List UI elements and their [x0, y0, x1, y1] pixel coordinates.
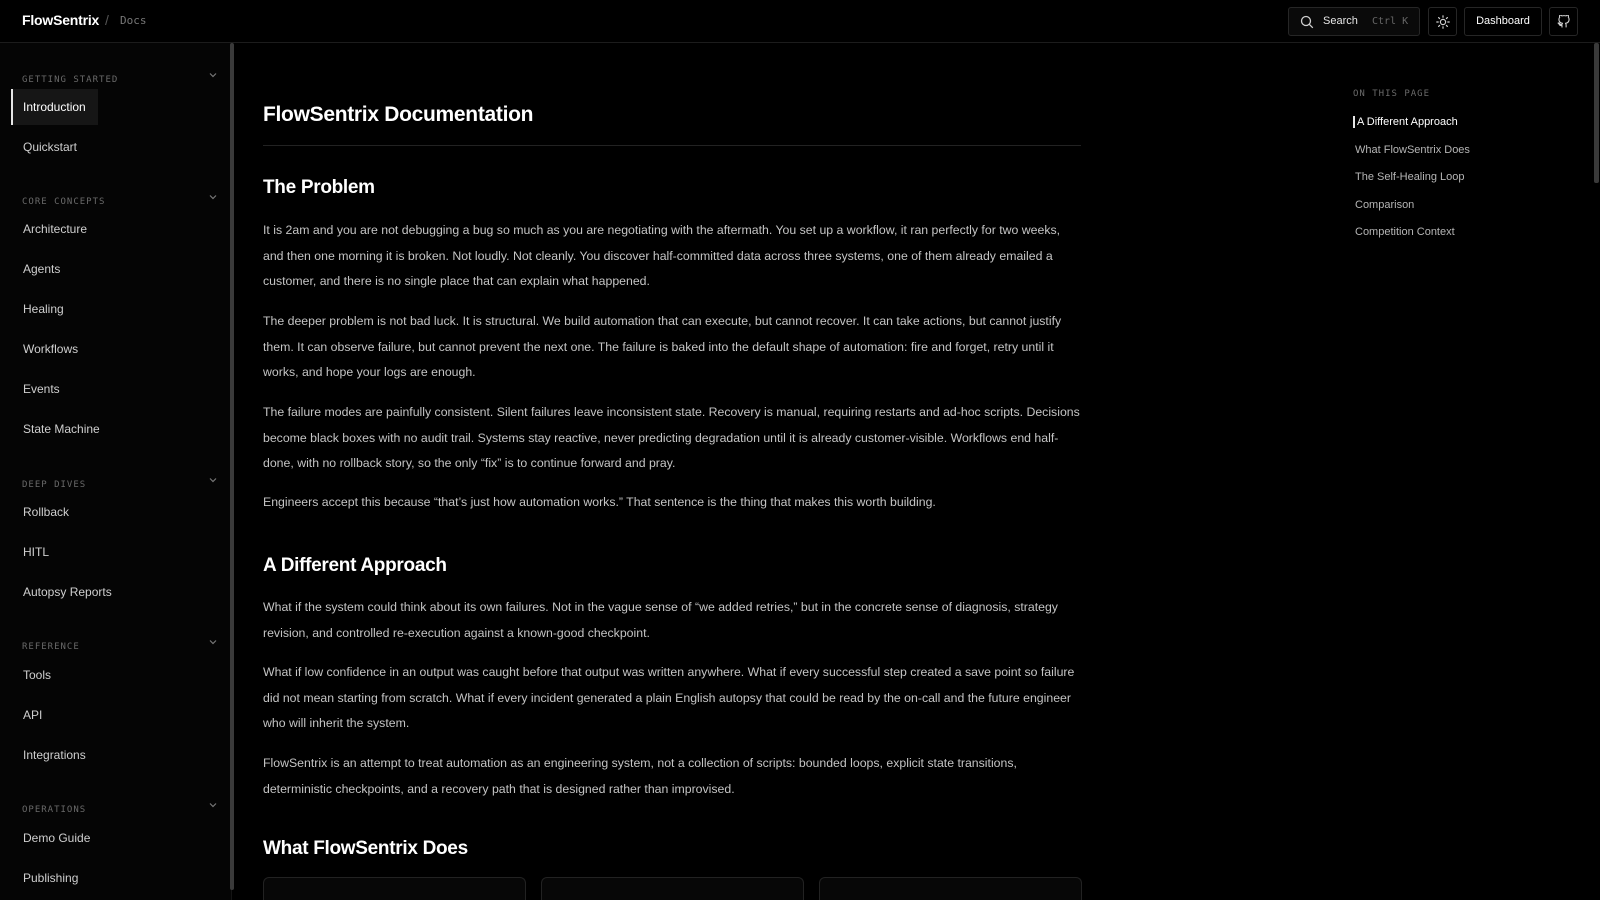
paragraph: It is 2am and you are not debugging a bug so much as you are negotiating with the aftermath. You set up a workflow, it ran perfectly for two weeks, and then one morning it is broken. Not loudly. Not cleanly. You discover half-committed data across three systems, one of them already emailed a customer, and there is no single place that can explain what happened. — [263, 223, 1061, 288]
theme-toggle-button[interactable] — [1428, 7, 1457, 36]
sidebar-section-reference[interactable] — [22, 636, 218, 650]
breadcrumb-separator: / — [105, 12, 109, 28]
feature-card[interactable] — [541, 877, 804, 900]
chevron-down-icon — [208, 800, 218, 810]
sidebar-item-state-machine[interactable]: State Machine — [23, 422, 100, 436]
sidebar-item-publishing[interactable]: Publishing — [23, 871, 79, 885]
feature-card[interactable] — [263, 877, 526, 900]
sidebar-item-hitl[interactable]: HITL — [23, 545, 50, 559]
chevron-down-icon — [208, 192, 218, 202]
sidebar-item-agents[interactable]: Agents — [23, 262, 61, 276]
chevron-down-icon — [208, 70, 218, 80]
toc-item-comparison[interactable]: Comparison — [1355, 199, 1415, 211]
page-title: FlowSentrix Documentation — [263, 103, 534, 126]
sidebar-section-title: REFERENCE — [22, 642, 80, 652]
chevron-down-icon — [208, 637, 218, 647]
feature-card[interactable] — [819, 877, 1082, 900]
page-scrollbar[interactable] — [1594, 43, 1599, 183]
sidebar-section-deep-dives[interactable] — [22, 474, 218, 488]
sidebar-section-title: CORE CONCEPTS — [22, 197, 106, 207]
sidebar-section-getting-started[interactable] — [22, 69, 218, 83]
sidebar-section-title: OPERATIONS — [22, 805, 87, 815]
github-icon — [1557, 15, 1571, 29]
section-heading-the-problem: The Problem — [263, 177, 375, 198]
paragraph: What if the system could think about its own failures. Not in the vague sense of “we added retries,” but in the concrete sense of diagnosis, strategy revision, and controlled re-execution against a known-good checkpoint. — [263, 600, 1058, 640]
section-heading-what-flowsentrix-does: What FlowSentrix Does — [263, 838, 468, 859]
sidebar-section-core-concepts[interactable] — [22, 191, 218, 205]
sidebar — [0, 43, 232, 900]
top-bar — [0, 0, 1600, 43]
sidebar-section-title: DEEP DIVES — [22, 480, 87, 490]
sidebar-item-quickstart[interactable]: Quickstart — [23, 140, 78, 154]
section-heading-a-different-approach: A Different Approach — [263, 555, 447, 576]
breadcrumb-docs[interactable]: Docs — [120, 14, 147, 27]
dashboard-button[interactable]: Dashboard — [1464, 7, 1542, 36]
sidebar-item-integrations[interactable]: Integrations — [23, 748, 86, 762]
toc-item-the-self-healing-loop[interactable]: The Self-Healing Loop — [1355, 171, 1465, 183]
sidebar-item-rollback[interactable]: Rollback — [23, 505, 70, 519]
sidebar-item-workflows[interactable]: Workflows — [23, 342, 79, 356]
search-shortcut: Ctrl K — [1372, 16, 1409, 27]
toc-item-a-different-approach[interactable]: A Different Approach — [1353, 116, 1458, 128]
sidebar-item-architecture[interactable]: Architecture — [23, 222, 88, 236]
toc-item-competition-context[interactable]: Competition Context — [1355, 226, 1455, 238]
sidebar-item-api[interactable]: API — [23, 708, 43, 722]
search-icon — [1300, 15, 1314, 29]
sidebar-section-operations[interactable] — [22, 799, 218, 813]
search-label: Search — [1323, 15, 1358, 27]
sidebar-section-title: GETTING STARTED — [22, 75, 119, 85]
title-divider — [263, 145, 1081, 146]
sidebar-item-autopsy-reports[interactable]: Autopsy Reports — [23, 585, 112, 599]
sidebar-item-healing[interactable]: Healing — [23, 302, 64, 316]
paragraph: Engineers accept this because “that’s just how automation works.” That sentence is the thing that makes this worth building. — [263, 495, 936, 509]
sidebar-item-demo-guide[interactable]: Demo Guide — [23, 831, 91, 845]
sidebar-scrollbar[interactable] — [230, 43, 234, 890]
paragraph: The failure modes are painfully consistent. Silent failures leave inconsistent state. Recovery is manual, requiring restarts and ad-hoc scripts. Decisions become black boxes with no audit trail. Systems stay reactive, never predicting degradation until it is already customer-visible. Workflows end half-done, with no rollback story, so the only “fix” is to continue forward and pray. — [263, 405, 1080, 470]
sun-icon — [1436, 15, 1450, 29]
sidebar-item-tools[interactable]: Tools — [23, 668, 52, 682]
sidebar-item-events[interactable]: Events — [23, 382, 60, 396]
search-button[interactable] — [1288, 7, 1420, 36]
github-button[interactable] — [1549, 7, 1578, 36]
paragraph: What if low confidence in an output was caught before that output was written anywhere. What if every successful step created a save point so failure did not mean starting from scratch. What if every incident generated a plain English autopsy that could be read by the on-call and the future engineer who will inherit the system. — [263, 665, 1075, 730]
chevron-down-icon — [208, 475, 218, 485]
toc-title: ON THIS PAGE — [1353, 89, 1431, 99]
paragraph: FlowSentrix is an attempt to treat automation as an engineering system, not a collection of scripts: bounded loops, explicit state transitions, deterministic checkpoints, and a recovery path that is designed rather than improvised. — [263, 756, 1017, 796]
toc-item-what-flowsentrix-does[interactable]: What FlowSentrix Does — [1355, 144, 1470, 156]
sidebar-item-introduction[interactable]: Introduction — [11, 89, 98, 125]
brand-logo[interactable]: FlowSentrix — [22, 12, 100, 28]
paragraph: The deeper problem is not bad luck. It is structural. We build automation that can execute, but cannot recover. It can take actions, but cannot justify them. It can observe failure, but cannot prevent the next one. The failure is baked into the default shape of automation: fire and forget, retry until it works, and hope your logs are enough. — [263, 314, 1062, 379]
